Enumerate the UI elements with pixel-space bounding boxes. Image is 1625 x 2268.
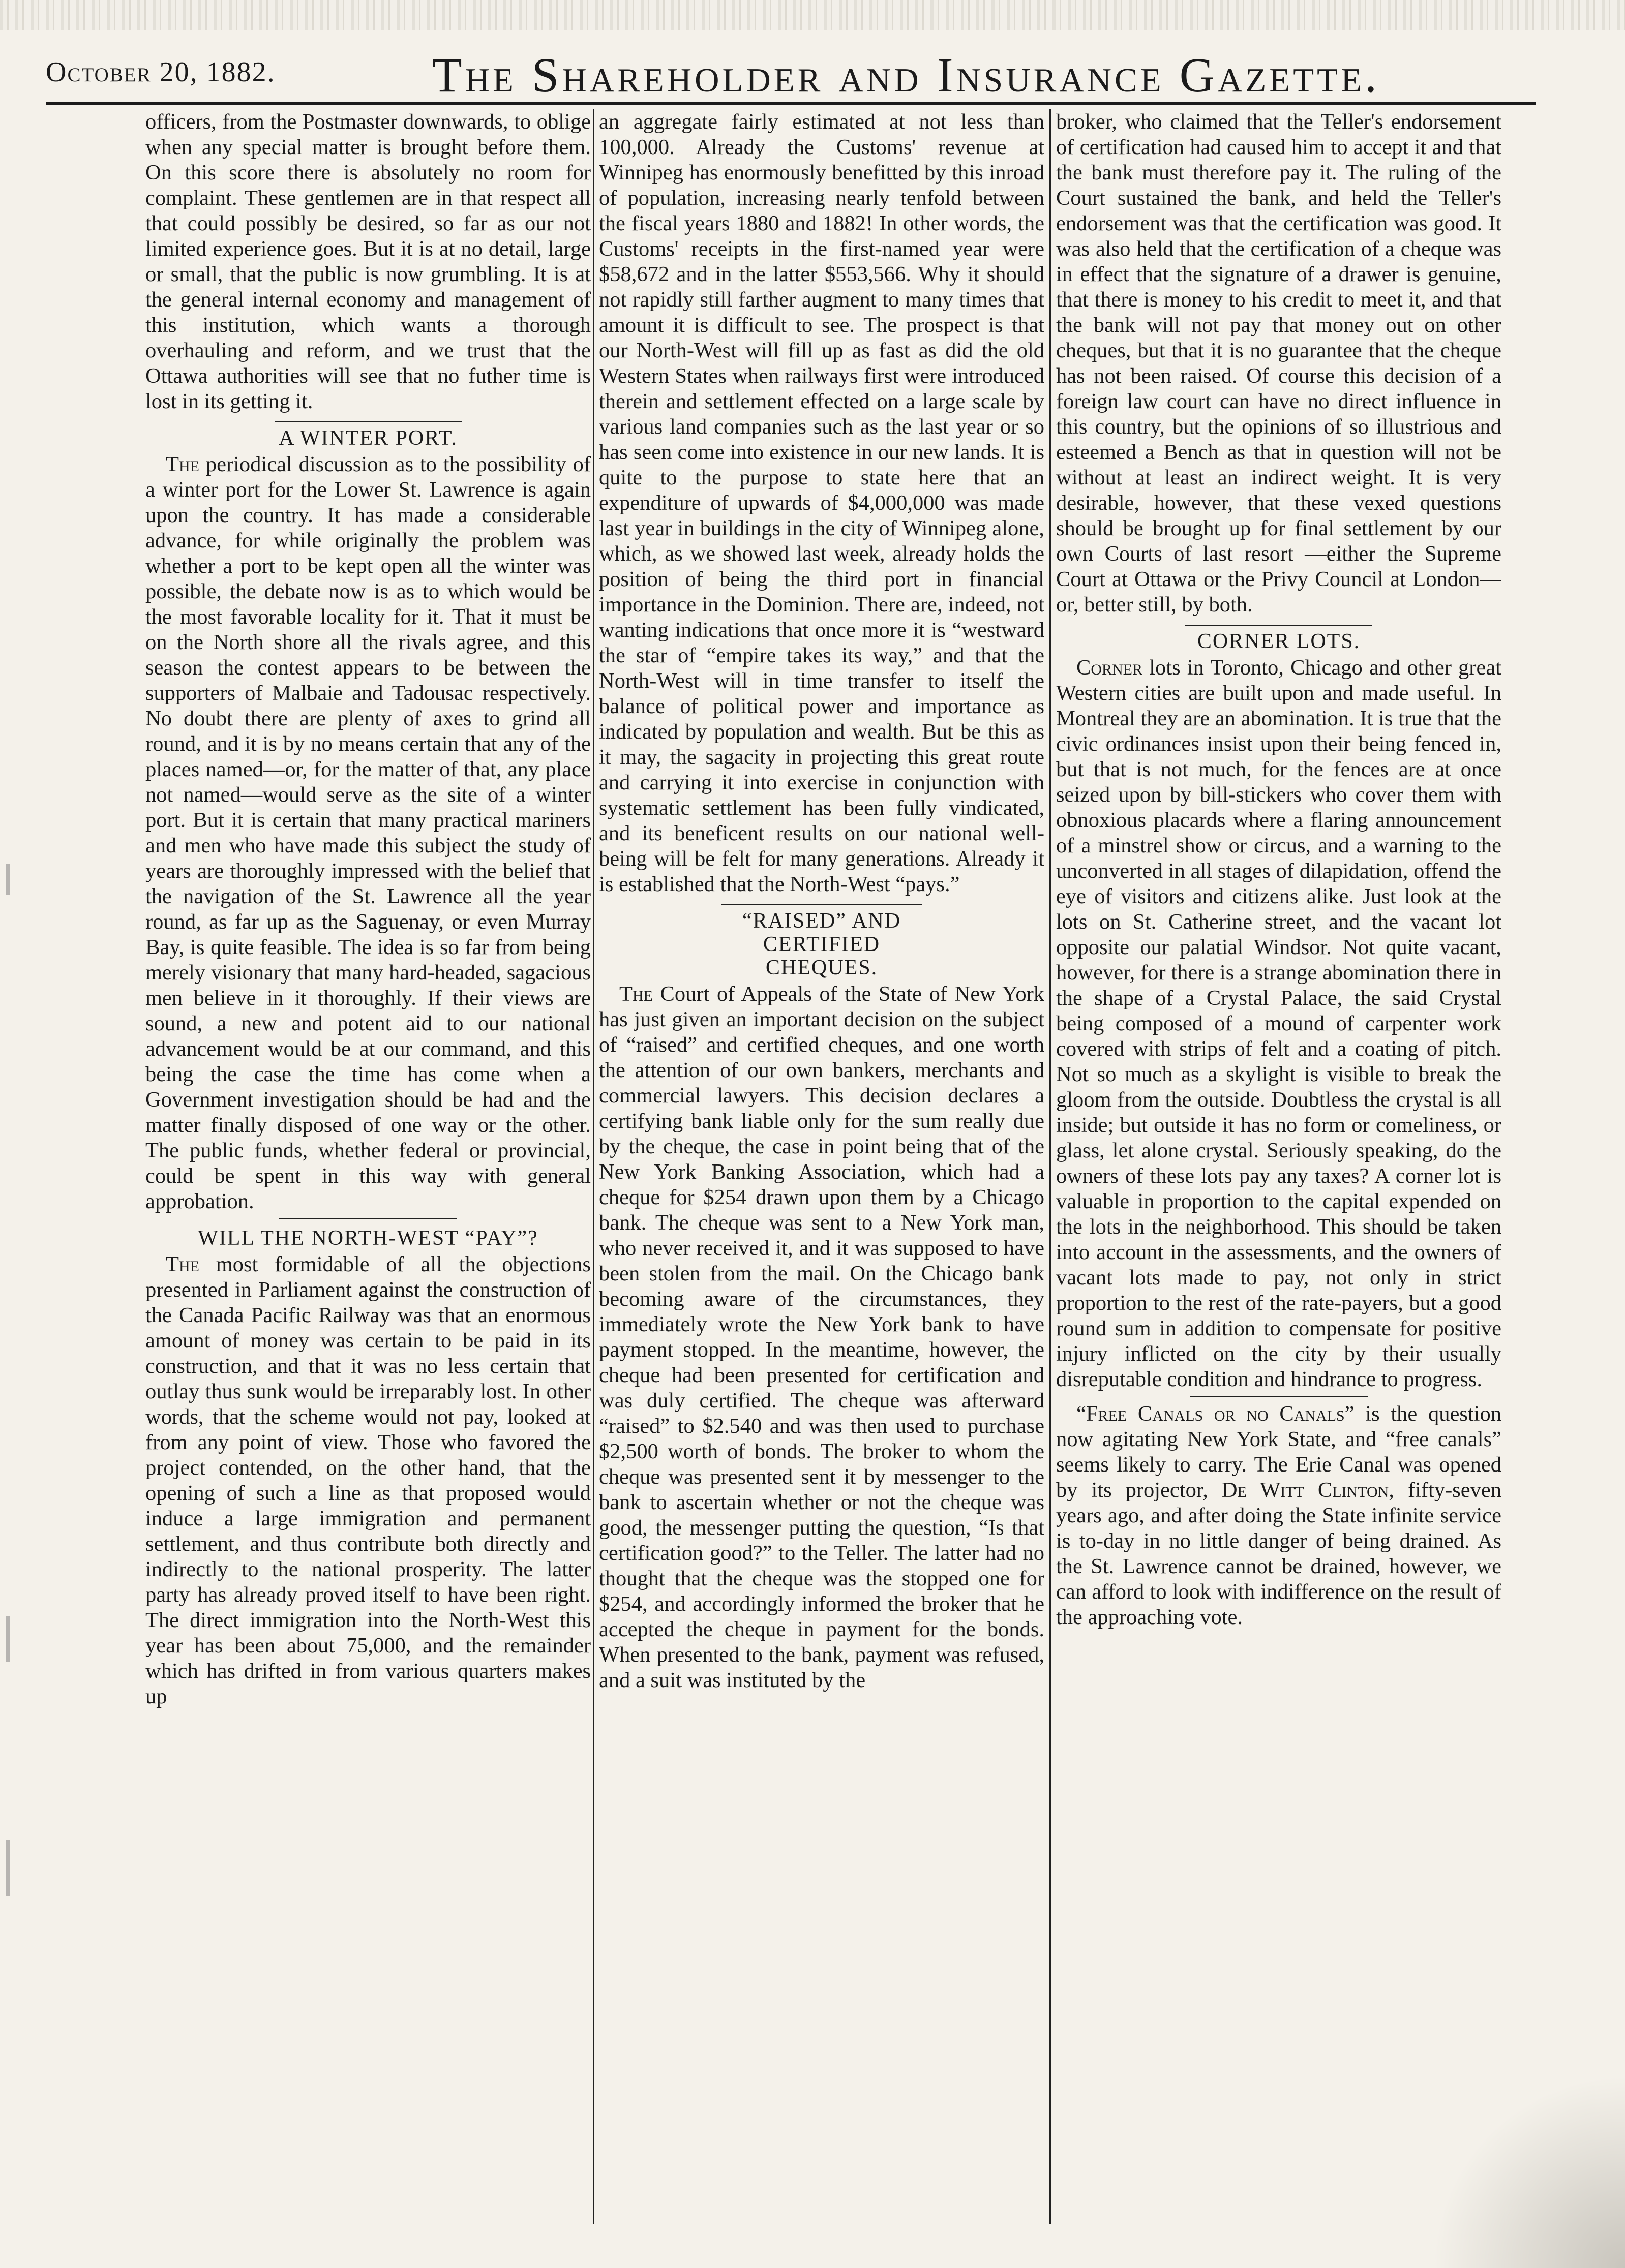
heading-winter-port: A WINTER PORT. — [275, 421, 462, 450]
article-corner-lots — [1056, 655, 1501, 1392]
column-rule-2 — [1049, 109, 1051, 2224]
article-body: periodical discussion as to the possibility of a winter port for the Lower St. Lawrence is again upon the country. It has made a considerable advance, for while originally the problem was whether a port to be kept open all the winter was possible, the debate now is as to which would be the most favorable locality for it. That it must be on the North shore all the rivals agree, and this season the contest appears to be between the supporters of Malbaie and Tadousac respectively. No doubt there are plenty of axes to grind all round, and it is by no means certain that any of the places named—or, for the matter of that, any place not named—would serve as the site of a winter port. But it is certain that many practical mariners and men who have made this subject the study of years are thoroughly impressed with the belief that the navigation of the St. Lawrence all the year round, as far up as the Saguenay, or even Murray Bay, is quite feasible. The idea is so far from being merely visionary that many hard-headed, sagacious men believe in it thoroughly. If their views are sound, a new and potent aid to our national advancement would be at our command, and this being the case the time has come when a Government investigation should be had and the matter finally disposed of one way or the other. The public funds, whether federal or provincial, could be spent in this way with general approbation. — [145, 452, 591, 1213]
article-body: Court of Appeals of the State of New York has just given an important decision on the subject of “raised” and certified cheques, and one worth the attention of our own bankers, merchants and commercial lawyers. This decision declares a certifying bank liable only for the sum really due by the cheque, the case in point being that of the New York Banking Association, which had a cheque for $254 drawn upon them by a Chicago bank. The cheque was sent to a New York man, who never received it, and it was supposed to have been stolen from the mail. On the Chicago bank becoming aware of the circumstances, they immediately wrote the New York bank to have payment stopped. In the meantime, however, the cheque had been presented for certification and was duly certified. The cheque was afterward “raised” to $2.540 and was then used to purchase $2,500 worth of bonds. The broker to whom the cheque was presented sent it by messenger to the bank to ascertain whether or not the cheque was good, the messenger putting the question, “Is that certification good?” to the Teller. The latter had no thought that the cheque was the stopped one for $254, and accordingly informed the broker that he accepted the cheque in payment for the bonds. When presented to the bank, payment was refused, and a suit was instituted by the — [599, 982, 1044, 1692]
person-name: De Witt Clinton, — [1221, 1478, 1394, 1502]
heading-north-west-pay: WILL THE NORTH-WEST “PAY”? — [198, 1227, 538, 1250]
column-rule-1 — [593, 109, 594, 2224]
scan-noise-top — [0, 0, 1625, 30]
masthead — [46, 41, 1536, 105]
heading-raised-cheques: “RAISED” AND CERTIFIED CHEQUES. — [721, 904, 922, 979]
article-body: is the question now agitating New York State, and “free canals” seems likely to carry. The Erie Canal was opened by its projector, — [1056, 1402, 1501, 1502]
article-raised-cheques — [599, 982, 1044, 1693]
margin-mark — [6, 1840, 10, 1896]
section-separator — [1190, 1396, 1368, 1397]
article-body: most formidable of all the objections presented in Parliament against the construction of the Canada Pacific Railway was that an enormous amount of money was certain to be paid in its construction, and that it was no less certain that outlay thus sunk would be irreparably lost. In other words, that the scheme would not pay, looked at from any point of view. Those who favored the project contended, on the other hand, that the opening of such a line as that proposed would induce a large immigration and permanent settlement, and thus contribute both directly and indirectly to the national prosperity. The latter party has already proved itself to have been right. The direct immigration into the North-West this year has been about 75,000, and the remainder which has drifted in from various quarters makes up — [145, 1252, 591, 1708]
lead-word: The — [166, 452, 199, 476]
article-north-west-continued: an aggregate fairly estimated at not less than 100,000. Already the Customs' revenue at Winnipeg has enormously benefitted by this inroad of population, increasing nearly tenfold between the fiscal years 1880 and 1882! In other words, the Customs' receipts in the first-named year were $58,672 and in the latter $553,566. Why it should not rapidly still farther augment to many times that amount it is difficult to see. The prospect is that our North-West will fill up as fast as did the old Western States when railways first were introduced therein and settlement effected on a large scale by various land companies such as the last year or so has seen come into existence in our new lands. It is quite to the purpose to state here that an expenditure of upwards of $4,000,000 was made last year in buildings in the city of Winnipeg alone, which, as we showed last week, already holds the position of being the third port in financial importance in the Dominion. There are, indeed, not wanting indications that once more it is “westward the star of “empire takes its way,” and that the North-West will in time transfer to itself the balance of political power and importance as indicated by population and wealth. But be this as it may, the sagacity in projecting this great route and carrying it into exercise in conjunction with systematic settlement has been fully vindicated, and its beneficent results on our national well-being will be felt for many generations. Already it is established that the North-West “pays.” — [599, 110, 1044, 896]
column-2 — [599, 109, 1044, 2224]
article-north-west-pay — [145, 1252, 591, 1709]
issue-date: October 20, 1882. — [46, 56, 276, 88]
article-free-canals — [1056, 1401, 1501, 1630]
column-3 — [1056, 109, 1501, 2224]
article-body: lots in Toronto, Chicago and other great Western cities are built upon and made useful. In Montreal they are an abomination. It is true that the civic ordinances insist upon their being fenced in, but that is not much, for the fences are at once seized upon by bill-stickers who cover them with obnoxious placards where a flaring announcement of a minstrel show or circus, and a warning to the unconverted in all stages of dilapidation, offend the eye of visitors and citizens alike. Just look at the lots on St. Catherine street, and the vacant lot opposite our palatial Windsor. Not quite vacant, however, for there is a strange abomination there in the shape of a Crystal Palace, the said Crystal being composed of a mound of carpenter work covered with strips of felt and a coating of pitch. Not so much as a skylight is visible to break the gloom from the outside. Doubtless the crystal is all inside; but outside it has no form or comeliness, or glass, let alone crystal. Seriously speaking, do the owners of these lots pay any taxes? A corner lot is valuable in proportion to the capital expended on the lots in the neighborhood. This should be taken into account in the assessments, and the owners of vacant lots made to pay, not only in strict proportion to the rest of the rate-payers, but a good round sum in addition to compensate for positive injury inflicted on the city by their usually disreputable condition and hindrance to progress. — [1056, 656, 1501, 1391]
column-1 — [145, 109, 591, 2224]
article-ottawa-continued: officers, from the Postmaster downwards, to oblige when any special matter is brought before them. On this score there is absolutely no room for complaint. These gentlemen are in that respect all that could possibly be desired, so far as our not limited experience goes. But it is at no detail, large or small, that the public is now grumbling. It is at the general internal economy and management of this institution, which wants a thorough overhauling and reform, and we trust that the Ottawa authorities will see that no futher time is lost in its getting it. — [145, 110, 591, 413]
lead-phrase: “Free Canals or no Canals” — [1076, 1402, 1355, 1426]
article-body: fifty-seven years ago, and after doing the State infinite service is to-day in no little danger of being drained. As the St. Lawrence cannot be drained, however, we can afford to look with indifference on the result of the approaching vote. — [1056, 1478, 1501, 1629]
heading-corner-lots: CORNER LOTS. — [1185, 625, 1372, 653]
lead-word: Corner — [1076, 656, 1143, 680]
article-winter-port — [145, 452, 591, 1214]
section-separator — [279, 1218, 457, 1219]
newspaper-title: The Shareholder and Insurance Gazette. — [432, 48, 1380, 102]
lead-word: The — [619, 982, 653, 1006]
margin-mark — [6, 864, 10, 895]
article-cheques-continued: broker, who claimed that the Teller's endorsement of certification had caused him to accept it and that the bank must therefore pay it. The ruling of the Court sustained the bank, and held the Teller's endorsement was that the certification was good. It was also held that the certification of a cheque was in effect that the signature of a drawer is genuine, that there is money to his credit to meet it, and that the bank will not pay that money out on other cheques, but that it is no guarantee that the cheque has not been raised. Of course this decision of a foreign law court can have no direct influence in this country, but the opinions of so illustrious and esteemed a Bench as that in question will not be without at least an indirect weight. It is very desirable, however, that these vexed questions should be brought up for final settlement by our own Courts of last resort —either the Supreme Court at Ottawa or the Privy Council at London—or, better still, by both. — [1056, 110, 1501, 617]
scan-noise-corner — [1432, 2075, 1625, 2268]
margin-mark — [6, 1616, 10, 1662]
lead-word: The — [166, 1252, 199, 1276]
